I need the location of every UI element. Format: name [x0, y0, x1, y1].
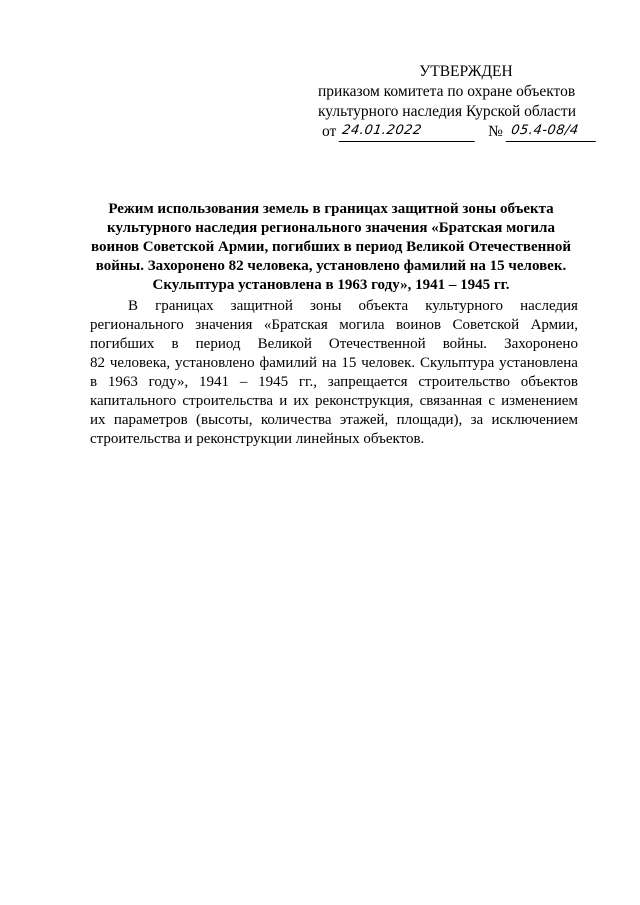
body-word: фамилий: [259, 355, 317, 371]
body-line: [90, 411, 578, 430]
body-word: связанная: [419, 393, 483, 409]
body-word: объектов: [520, 374, 578, 390]
body-word: границах: [155, 298, 214, 314]
heading-line: Скульптура установлена в 1963 году», 1941 – 1945 гг.: [152, 277, 510, 293]
body-word: Великой: [257, 336, 312, 352]
body-word: на: [321, 355, 337, 371]
body-word: изменением: [501, 393, 578, 409]
body-word: 15: [341, 355, 357, 371]
body-word: «Братская: [263, 317, 328, 333]
body-line: [90, 297, 578, 316]
body-line: строительства и реконструкции линейных объектов.: [90, 431, 425, 447]
body-word: Отечественной: [328, 336, 426, 352]
body-word: реконструкция,: [315, 393, 414, 409]
approval-date-row: [312, 122, 612, 144]
handwritten-number: 05.4-08/4: [505, 123, 598, 142]
body-word: В: [128, 298, 139, 314]
body-line: [90, 316, 578, 335]
body-word: параметров: [113, 412, 188, 428]
body-word: 1945: [258, 374, 289, 390]
body-word: 1941: [199, 374, 230, 390]
body-word: регионального: [90, 317, 184, 333]
body-word: с: [488, 393, 495, 409]
body-word: запрещается: [327, 374, 408, 390]
body-word: Советской: [452, 317, 520, 333]
body-word: объекта: [358, 298, 409, 314]
body-word: Армии,: [530, 317, 578, 333]
heading-line: Режим использования земель в границах защитной зоны объекта: [108, 201, 554, 217]
body-word: Скульптура: [419, 355, 495, 371]
body-word: зоны: [310, 298, 342, 314]
approval-block: [312, 62, 612, 144]
document-heading: [86, 200, 576, 295]
body-word: их: [90, 412, 106, 428]
body-word: период: [195, 336, 241, 352]
body-paragraph: [90, 297, 578, 449]
body-word: воинов: [395, 317, 442, 333]
body-line: [90, 354, 578, 373]
heading-line: воинов Советской Армии, погибших в период Великой Отечественной: [90, 239, 572, 255]
body-word: капитального: [90, 393, 177, 409]
body-word: количества: [260, 412, 332, 428]
body-line: [90, 392, 578, 411]
body-word: культурного: [425, 298, 504, 314]
body-word: году»,: [148, 374, 189, 390]
body-word: установлена: [499, 355, 578, 371]
approval-line-1: приказом комитета по охране объектов: [318, 83, 576, 100]
body-word: их: [293, 393, 309, 409]
body-word: в: [90, 374, 98, 390]
body-word: человек.: [361, 355, 416, 371]
heading-line: войны. Захоронено 82 человека, установлено фамилий на 15 человек.: [95, 258, 567, 274]
handwritten-date: 24.01.2022: [339, 123, 478, 142]
body-line: [90, 373, 578, 392]
body-word: исключением: [491, 412, 578, 428]
body-word: площади),: [396, 412, 463, 428]
body-line: [90, 335, 578, 354]
body-word: (высоты,: [196, 412, 253, 428]
body-word: за: [470, 412, 484, 428]
body-word: –: [239, 374, 248, 390]
number-label: №: [488, 123, 503, 140]
body-word: в: [171, 336, 179, 352]
approval-line-2: культурного наследия Курской области: [318, 103, 576, 120]
heading-line: культурного наследия регионального значения «Братская могила: [107, 220, 555, 236]
body-word: этажей,: [339, 412, 389, 428]
body-word: Захоронено: [504, 336, 578, 352]
body-word: гг.,: [298, 374, 318, 390]
body-word: защитной: [230, 298, 293, 314]
body-word: и: [279, 393, 288, 409]
body-word: значения: [195, 317, 253, 333]
body-word: 1963: [107, 374, 138, 390]
date-label: от: [322, 123, 337, 140]
body-word: установлено: [175, 355, 255, 371]
body-word: войны.: [442, 336, 488, 352]
approval-title: УТВЕРЖДЕН: [419, 63, 513, 80]
body-word: наследия: [520, 298, 578, 314]
body-word: 82: [90, 355, 105, 371]
body-word: строительство: [418, 374, 510, 390]
body-word: строительства: [182, 393, 274, 409]
body-word: человека,: [109, 355, 171, 371]
body-word: погибших: [90, 336, 155, 352]
body-word: могила: [339, 317, 385, 333]
